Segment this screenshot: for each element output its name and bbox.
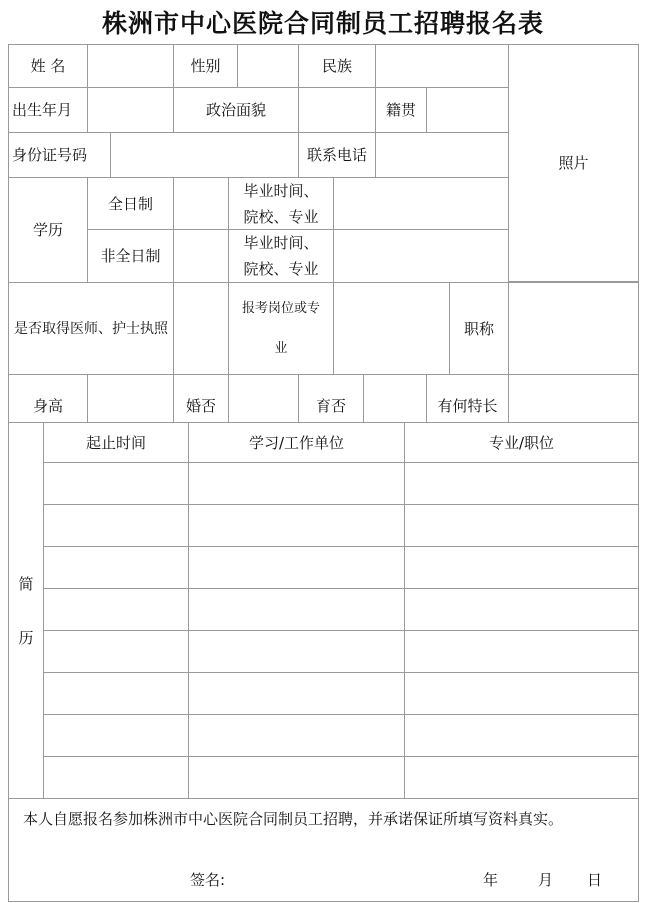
specialty-label: 有何特长 bbox=[426, 374, 509, 423]
resume-label-char1: 简 bbox=[18, 574, 34, 593]
children-label: 育否 bbox=[298, 374, 364, 423]
photo-box[interactable] bbox=[508, 44, 639, 282]
parttime-grad-label bbox=[228, 229, 334, 283]
grad-label-line1: 毕业时间、 bbox=[243, 181, 319, 200]
day-label: 日 bbox=[587, 871, 603, 889]
name-field[interactable] bbox=[87, 44, 174, 88]
resume-period-cell[interactable] bbox=[43, 546, 189, 589]
position-label-line2: 业 bbox=[274, 340, 288, 356]
married-field[interactable] bbox=[228, 374, 299, 423]
birth-field[interactable] bbox=[87, 87, 174, 133]
fulltime-label: 全日制 bbox=[87, 177, 174, 230]
declaration-text: 本人自愿报名参加株洲市中心医院合同制员工招聘，并承诺保证所填写资料真实。 bbox=[23, 810, 564, 828]
license-field[interactable] bbox=[173, 282, 229, 375]
resume-position-cell[interactable] bbox=[404, 588, 639, 631]
title-label: 职称 bbox=[449, 282, 509, 375]
fulltime-grad-field[interactable] bbox=[333, 177, 509, 230]
resume-unit-cell[interactable] bbox=[188, 504, 405, 547]
ethnicity-field[interactable] bbox=[375, 44, 509, 88]
resume-unit-cell[interactable] bbox=[188, 756, 405, 799]
resume-period-cell[interactable] bbox=[43, 462, 189, 505]
declaration-box bbox=[8, 798, 639, 902]
parttime-grad-field[interactable] bbox=[333, 229, 509, 283]
politics-field[interactable] bbox=[298, 87, 376, 133]
grad-label-line2: 院校、专业 bbox=[243, 260, 319, 278]
name-label: 姓 名 bbox=[8, 44, 88, 88]
photo-label: 照片 bbox=[558, 154, 589, 172]
specialty-field[interactable] bbox=[508, 374, 639, 423]
height-label: 身高 bbox=[8, 374, 88, 423]
resume-unit-cell[interactable] bbox=[188, 630, 405, 673]
resume-period-cell[interactable] bbox=[43, 504, 189, 547]
birth-label: 出生年月 bbox=[8, 87, 88, 133]
phone-field[interactable] bbox=[375, 132, 509, 178]
origin-field[interactable] bbox=[426, 87, 509, 133]
parttime-degree-field[interactable] bbox=[173, 229, 229, 283]
id-number-label: 身份证号码 bbox=[8, 132, 111, 178]
resume-unit-cell[interactable] bbox=[188, 714, 405, 757]
resume-period-cell[interactable] bbox=[43, 756, 189, 799]
resume-label bbox=[8, 422, 44, 799]
resume-position-cell[interactable] bbox=[404, 462, 639, 505]
origin-label: 籍贯 bbox=[375, 87, 427, 133]
month-label: 月 bbox=[538, 871, 554, 889]
signature-label: 签名: bbox=[190, 871, 226, 889]
id-number-field[interactable] bbox=[110, 132, 299, 178]
resume-unit-cell[interactable] bbox=[188, 588, 405, 631]
resume-period-cell[interactable] bbox=[43, 672, 189, 715]
resume-period-cell[interactable] bbox=[43, 588, 189, 631]
position-label-line1: 报考岗位或专 bbox=[241, 300, 320, 316]
resume-position-cell[interactable] bbox=[404, 714, 639, 757]
politics-label: 政治面貌 bbox=[173, 87, 299, 133]
position-field[interactable] bbox=[333, 282, 450, 375]
resume-position-cell[interactable] bbox=[404, 546, 639, 589]
col-unit-header: 学习/工作单位 bbox=[188, 422, 405, 463]
gender-field[interactable] bbox=[237, 44, 299, 88]
gender-label: 性别 bbox=[173, 44, 238, 88]
resume-unit-cell[interactable] bbox=[188, 462, 405, 505]
resume-position-cell[interactable] bbox=[404, 672, 639, 715]
ethnicity-label: 民族 bbox=[298, 44, 376, 88]
resume-period-cell[interactable] bbox=[43, 630, 189, 673]
year-label: 年 bbox=[483, 871, 499, 889]
fulltime-grad-label bbox=[228, 177, 334, 230]
grad-label-line2: 院校、专业 bbox=[243, 207, 319, 226]
phone-label: 联系电话 bbox=[298, 132, 376, 178]
title-field[interactable] bbox=[508, 282, 639, 375]
married-label: 婚否 bbox=[173, 374, 229, 423]
grad-label-line1: 毕业时间、 bbox=[243, 234, 319, 252]
col-position-header: 专业/职位 bbox=[404, 422, 639, 463]
children-field[interactable] bbox=[363, 374, 427, 423]
education-label: 学历 bbox=[8, 177, 88, 283]
form-title: 株洲市中心医院合同制员工招聘报名表 bbox=[101, 9, 544, 38]
license-label: 是否取得医师、护士执照 bbox=[8, 282, 174, 375]
col-period-header: 起止时间 bbox=[43, 422, 189, 463]
resume-period-cell[interactable] bbox=[43, 714, 189, 757]
height-field[interactable] bbox=[87, 374, 174, 423]
signature-field[interactable] bbox=[241, 863, 441, 891]
resume-unit-cell[interactable] bbox=[188, 672, 405, 715]
resume-label-char2: 历 bbox=[18, 628, 34, 647]
resume-position-cell[interactable] bbox=[404, 756, 639, 799]
fulltime-degree-field[interactable] bbox=[173, 177, 229, 230]
position-label bbox=[228, 282, 334, 375]
resume-position-cell[interactable] bbox=[404, 504, 639, 547]
resume-unit-cell[interactable] bbox=[188, 546, 405, 589]
parttime-label: 非全日制 bbox=[87, 229, 174, 283]
resume-position-cell[interactable] bbox=[404, 630, 639, 673]
